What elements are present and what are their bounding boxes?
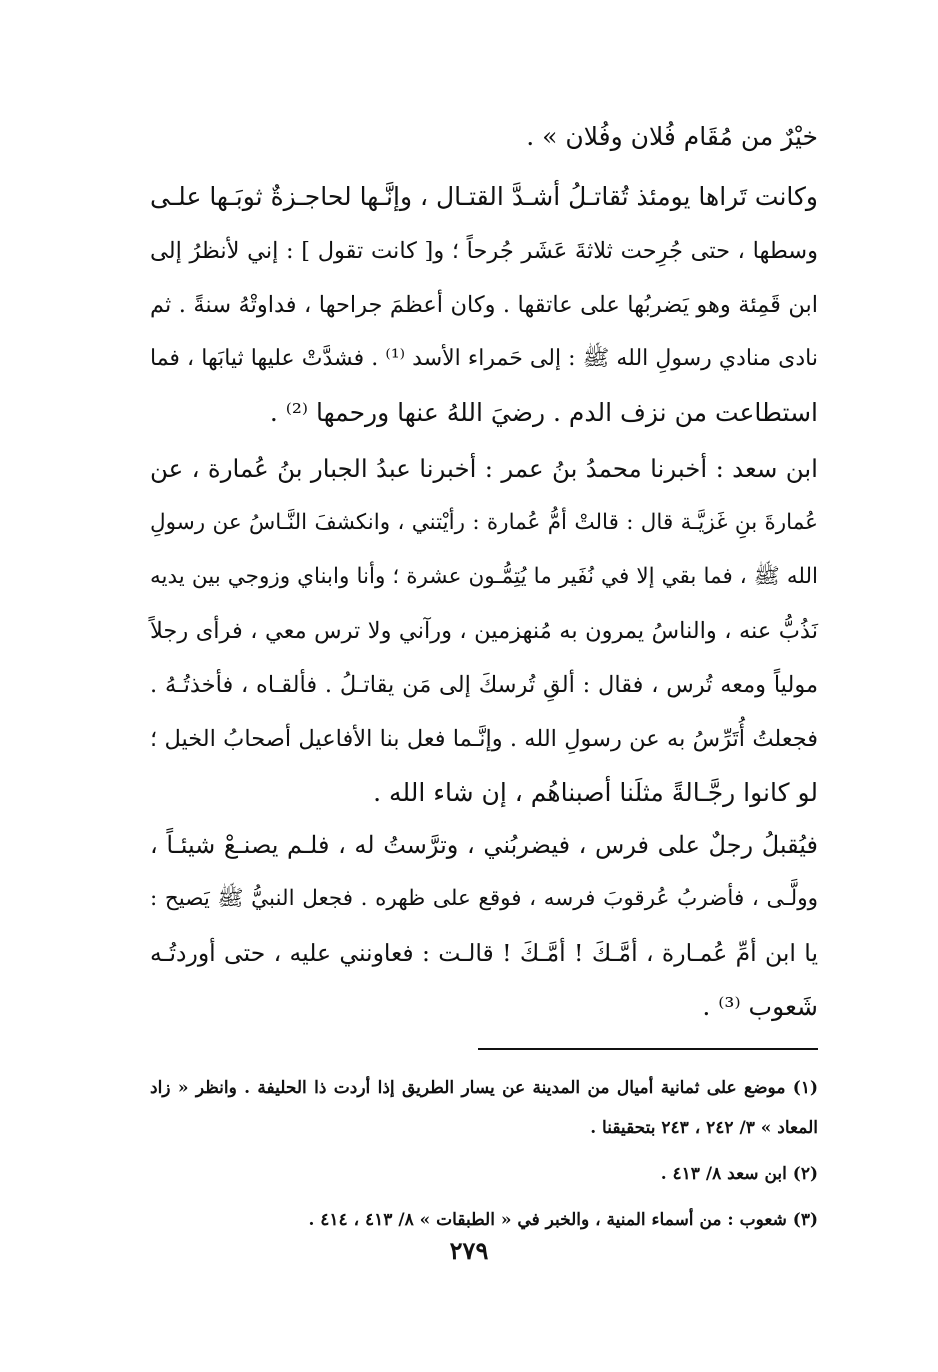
footnote-1-continued: المعاد » ٣/ ٢٤٢ ، ٢٤٣ بتحقيقنا .	[590, 1118, 818, 1138]
paragraph-ibn-saad-narration	[150, 442, 818, 820]
page-number: ٢٧٩	[449, 1236, 489, 1265]
text-line: وولَّـى ، فأضربُ عُرقوبَ فرسه ، فوقع على ظهره . فجعل النبيُّ ﷺ يَصيح :	[150, 886, 818, 911]
footnotes	[150, 1068, 818, 1240]
text-line: فجعلتُ أُتَرِّسُ به عن رسولِ الله . وإنَّـما فعل بنا الأفاعيل أصحابُ الخيل ؛	[150, 726, 818, 752]
text-line: استطاعت من نزف الدم . رضيَ اللهُ عنها ورحمها ⁽²⁾ .	[269, 398, 818, 427]
text-line: فيُقبلُ رجلٌ على فرس ، فيضربُني ، وترَّستُ له ، فلـم يصنـعْ شيئـاً ،	[150, 831, 818, 859]
text-line: ابن سعد : أخبرنا محمدُ بنُ عمر : أخبرنا عبدُ الجبار بنُ عُمارة ، عن	[150, 454, 818, 483]
footnote-3: (٣) شعوب : من أسماء المنية ، والخبر في « الطبقات » ٨/ ٤١٣ ، ٤١٤ .	[308, 1210, 818, 1230]
text-line: لو كانوا رجَّـالةً مثلَنا أصبناهُم ، إن شاء الله .	[373, 778, 818, 807]
text-line: يا ابن أمِّ عُمـارة ، أمَّـكَ ! أمَّـكَ ! قالـت : فعاونني عليه ، حتى أوردتُـه	[150, 939, 818, 967]
text-line: مولياً ومعه تُرس ، فقال : ألقِ تُرسكَ إلى مَن يقاتـلُ . فألقـاه ، فأخذتُـهُ .	[150, 672, 818, 698]
text-line: عُمارةَ بنِ غَزيَّـة قال : قالتْ أمُّ عُمارة : رأيْتني ، وانكشفَ النَّـاسُ عن رسولِ	[150, 510, 818, 535]
text-line: خيْرٌ من مُقَام فُلان وفُلان » .	[526, 122, 818, 151]
paragraph-horseman	[150, 818, 818, 1034]
text-line: نادى منادي رسولِ الله ﷺ : إلى حَمراء الأسد ⁽¹⁾ . فشدَّتْ عليها ثيابَها ، فما	[150, 346, 818, 371]
text-line: وكانت تَراها يومئذ تُقاتـلُ أشـدَّ القتـال ، وإنَّـها لحاجـزةٌ ثوبَـها علـى	[150, 182, 818, 211]
footnote-separator	[478, 1048, 818, 1050]
text-line: ابن قَمِئة وهو يَضربُها على عاتقها . وكان أعظمَ جراحها ، فداوتْهُ سنةً . ثم	[150, 292, 818, 318]
text-line: نَذُبُّ عنه ، والناسُ يمرون به مُنهزمين ، ورآني ولا ترس معي ، فرأى رجلاً	[150, 618, 818, 644]
text-line: شَعوب ⁽³⁾ .	[702, 992, 818, 1021]
text-line: الله ﷺ ، فما بقي إلا في نُفَير ما يُتِمُّـون عشرة ؛ وأنا وابناي وزوجي بين يديه	[150, 564, 818, 589]
paragraph-umm-umara-fighting	[150, 170, 818, 440]
text-line: وسطها ، حتى جُرِحت ثلاثةَ عَشَر جُرحاً ؛ و[ كانت تقول ] : إني لأنظرُ إلى	[150, 238, 818, 264]
footnote-2: (٢) ابن سعد ٨/ ٤١٣ .	[660, 1164, 818, 1184]
paragraph-continuation	[150, 110, 818, 164]
footnote-1: (١) موضع على ثمانية أميال من المدينة عن يسار الطريق إذا أردت ذا الحليفة . وانظر « زاد	[150, 1078, 818, 1098]
